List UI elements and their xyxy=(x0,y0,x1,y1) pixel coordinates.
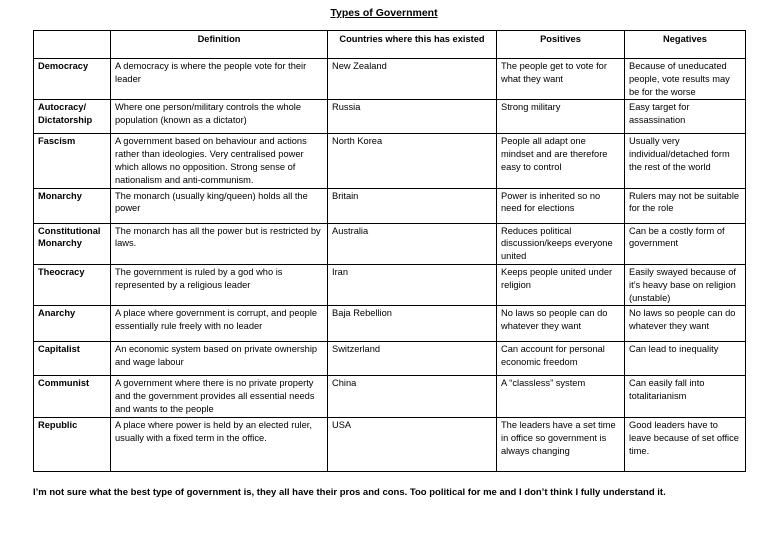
positives-cell: The people get to vote for what they want xyxy=(497,59,625,100)
table-row xyxy=(34,59,746,100)
government-types-table xyxy=(33,30,746,472)
page-title: Types of Government xyxy=(330,7,438,19)
row-label: Monarchy xyxy=(34,188,111,223)
countries-cell: USA xyxy=(328,418,497,472)
table-row xyxy=(34,223,746,264)
countries-cell: China xyxy=(328,376,497,418)
header-row xyxy=(34,31,746,59)
table-row xyxy=(34,264,746,305)
positives-cell: No laws so people can do whatever they want xyxy=(497,306,625,342)
negatives-cell: Can easily fall into totalitarianism xyxy=(625,376,746,418)
row-label: Autocracy/ Dictatorship xyxy=(34,100,111,134)
negatives-cell: Easy target for assassination xyxy=(625,100,746,134)
table-row xyxy=(34,306,746,342)
table-row xyxy=(34,418,746,472)
header-cell-negatives: Negatives xyxy=(625,31,746,59)
negatives-cell: Good leaders have to leave because of set office time. xyxy=(625,418,746,472)
countries-cell: North Korea xyxy=(328,134,497,188)
countries-cell: Baja Rebellion xyxy=(328,306,497,342)
negatives-cell: Can be a costly form of government xyxy=(625,223,746,264)
countries-cell: New Zealand xyxy=(328,59,497,100)
row-label: Communist xyxy=(34,376,111,418)
header-cell-countries: Countries where this has existed xyxy=(328,31,497,59)
row-label: Democracy xyxy=(34,59,111,100)
header-cell-positives: Positives xyxy=(497,31,625,59)
positives-cell: Can account for personal economic freedom xyxy=(497,342,625,376)
header-cell-definition: Definition xyxy=(111,31,328,59)
table-row xyxy=(34,100,746,134)
definition-cell: A democracy is where the people vote for their leader xyxy=(111,59,328,100)
row-label: Republic xyxy=(34,418,111,472)
positives-cell: People all adapt one mindset and are therefore easy to control xyxy=(497,134,625,188)
row-label: Theocracy xyxy=(34,264,111,305)
positives-cell: Reduces political discussion/keeps everyone united xyxy=(497,223,625,264)
countries-cell: Australia xyxy=(328,223,497,264)
definition-cell: Where one person/military controls the whole population (known as a dictator) xyxy=(111,100,328,134)
negatives-cell: Can lead to inequality xyxy=(625,342,746,376)
row-label: Capitalist xyxy=(34,342,111,376)
definition-cell: An economic system based on private ownership and wage labour xyxy=(111,342,328,376)
positives-cell: Strong military xyxy=(497,100,625,134)
definition-cell: A government based on behaviour and actions rather than ideologies. Very centralised power which allows no opposition. Strong sense of nationalism and anti-communism. xyxy=(111,134,328,188)
definition-cell: A place where government is corrupt, and people essentially rule freely with no leader xyxy=(111,306,328,342)
row-label: Constitutional Monarchy xyxy=(34,223,111,264)
row-label: Fascism xyxy=(34,134,111,188)
negatives-cell: Because of uneducated people, vote results may be for the worse xyxy=(625,59,746,100)
countries-cell: Britain xyxy=(328,188,497,223)
negatives-cell: Easily swayed because of it’s heavy base on religion (unstable) xyxy=(625,264,746,305)
definition-cell: The government is ruled by a god who is represented by a religious leader xyxy=(111,264,328,305)
negatives-cell: Usually very individual/detached form the rest of the world xyxy=(625,134,746,188)
definition-cell: A government where there is no private property and the government provides all essential needs and wants to the people xyxy=(111,376,328,418)
definition-cell: The monarch has all the power but is restricted by laws. xyxy=(111,223,328,264)
countries-cell: Iran xyxy=(328,264,497,305)
definition-cell: The monarch (usually king/queen) holds all the power xyxy=(111,188,328,223)
countries-cell: Russia xyxy=(328,100,497,134)
positives-cell: Power is inherited so no need for elections xyxy=(497,188,625,223)
row-label: Anarchy xyxy=(34,306,111,342)
countries-cell: Switzerland xyxy=(328,342,497,376)
positives-cell: The leaders have a set time in office so government is always changing xyxy=(497,418,625,472)
footer-note: I’m not sure what the best type of government is, they all have their pros and cons. Too political for me and I don’t think I fully understand it. xyxy=(33,487,666,498)
positives-cell: Keeps people united under religion xyxy=(497,264,625,305)
definition-cell: A place where power is held by an elected ruler, usually with a fixed term in the office. xyxy=(111,418,328,472)
negatives-cell: Rulers may not be suitable for the role xyxy=(625,188,746,223)
table-row xyxy=(34,342,746,376)
negatives-cell: No laws so people can do whatever they want xyxy=(625,306,746,342)
table-row xyxy=(34,134,746,188)
table-row xyxy=(34,376,746,418)
header-cell-type xyxy=(34,31,111,59)
table-row xyxy=(34,188,746,223)
positives-cell: A “classless” system xyxy=(497,376,625,418)
